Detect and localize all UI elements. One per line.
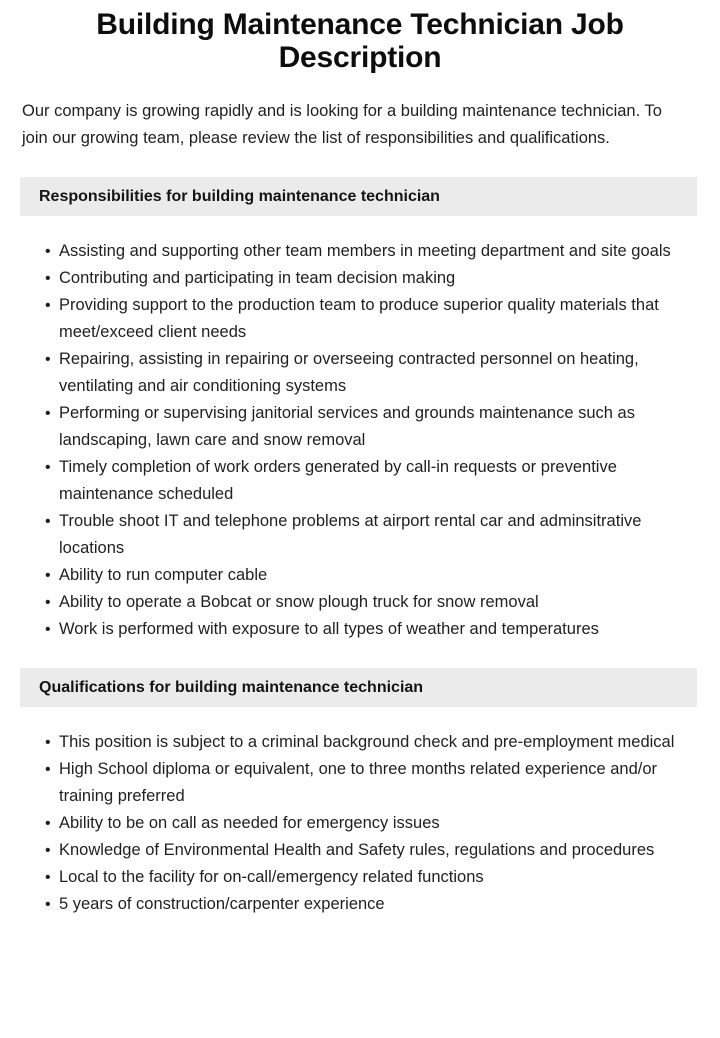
section-qualifications — [0, 668, 720, 918]
list-item: • Assisting and supporting other team members in meeting department and site goals — [45, 238, 695, 265]
responsibilities-list — [0, 216, 720, 643]
list-item: • Ability to run computer cable — [45, 562, 695, 589]
list-item: • Trouble shoot IT and telephone problems at airport rental car and adminsitrative locations — [45, 508, 695, 562]
section-responsibilities — [0, 177, 720, 643]
list-item: • This position is subject to a criminal background check and pre-employment medical — [45, 729, 695, 756]
list-item: • Contributing and participating in team decision making — [45, 265, 695, 292]
section-heading-responsibilities: Responsibilities for building maintenance technician — [20, 177, 697, 216]
list-item: • Work is performed with exposure to all types of weather and temperatures — [45, 616, 695, 643]
list-item: • Providing support to the production team to produce superior quality materials that meet/exceed client needs — [45, 292, 695, 346]
list-item: • High School diploma or equivalent, one to three months related experience and/or training preferred — [45, 756, 695, 810]
page-title: Building Maintenance Technician Job Description — [96, 8, 624, 74]
intro-paragraph: Our company is growing rapidly and is looking for a building maintenance technician. To join our growing team, please review the list of responsibilities and qualifications. — [22, 102, 662, 147]
list-item: • Ability to operate a Bobcat or snow plough truck for snow removal — [45, 589, 695, 616]
list-item: • 5 years of construction/carpenter experience — [45, 891, 695, 918]
list-item: • Ability to be on call as needed for emergency issues — [45, 810, 695, 837]
list-item: • Timely completion of work orders generated by call-in requests or preventive maintenance scheduled — [45, 454, 695, 508]
list-item: • Local to the facility for on-call/emergency related functions — [45, 864, 695, 891]
section-heading-qualifications: Qualifications for building maintenance technician — [20, 668, 697, 707]
list-item: • Repairing, assisting in repairing or overseeing contracted personnel on heating, ventilating and air conditioning systems — [45, 346, 695, 400]
list-item: • Performing or supervising janitorial services and grounds maintenance such as landscaping, lawn care and snow removal — [45, 400, 695, 454]
list-item: • Knowledge of Environmental Health and Safety rules, regulations and procedures — [45, 837, 695, 864]
qualifications-list — [0, 707, 720, 918]
